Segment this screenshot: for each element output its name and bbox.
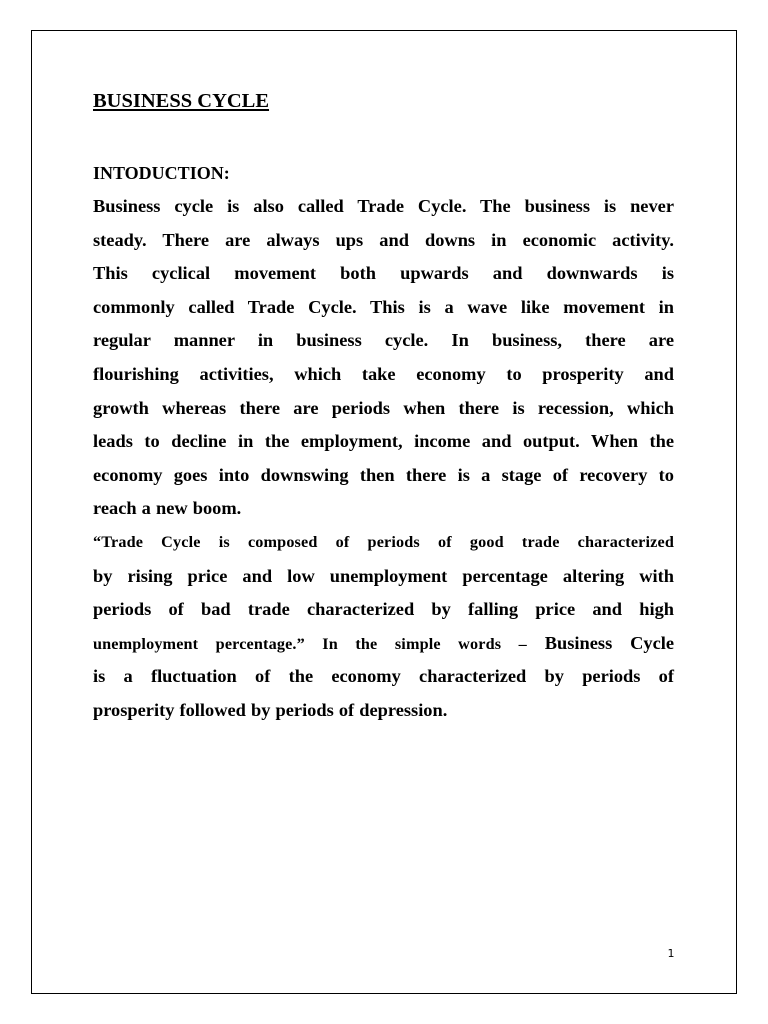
paragraph-line: steady. There are always ups and downs in economic activity. (93, 229, 674, 250)
section-heading: INTODUCTION: (93, 163, 230, 183)
quote-line: periods of bad trade characterized by falling price and high (93, 599, 674, 620)
quote-line: prosperity followed by periods of depression. (93, 699, 448, 720)
quote-line (93, 627, 674, 661)
quote-line: is a fluctuation of the economy characterized by periods of (93, 666, 674, 687)
paragraph-line: flourishing activities, which take economy to prosperity and (93, 363, 674, 384)
document-body (93, 86, 674, 728)
paragraph-line: leads to decline in the employment, income and output. When the (93, 431, 674, 452)
paragraph-line: This cyclical movement both upwards and downwards is (93, 263, 674, 284)
quote-line: “Trade Cycle is composed of periods of good trade characterized (93, 532, 674, 551)
paragraph-line: growth whereas there are periods when there is recession, which (93, 397, 674, 418)
paragraph-line: economy goes into downswing then there is a stage of recovery to (93, 464, 674, 485)
paragraph-line: Business cycle is also called Trade Cycle. The business is never (93, 196, 674, 216)
quote-line: by rising price and low unemployment percentage altering with (93, 565, 674, 586)
document-title: BUSINESS CYCLE (93, 90, 270, 112)
page-number: 1 (667, 947, 675, 960)
quote-line-part: unemployment percentage.” In the simple words – (93, 634, 527, 653)
paragraph-intro (93, 190, 674, 728)
paragraph-line: commonly called Trade Cycle. This is a wave like movement in (93, 296, 674, 317)
paragraph-line: regular manner in business cycle. In business, there are (93, 330, 674, 351)
quote-line-part: Business Cycle (526, 632, 675, 653)
paragraph-line: reach a new boom. (93, 498, 242, 519)
